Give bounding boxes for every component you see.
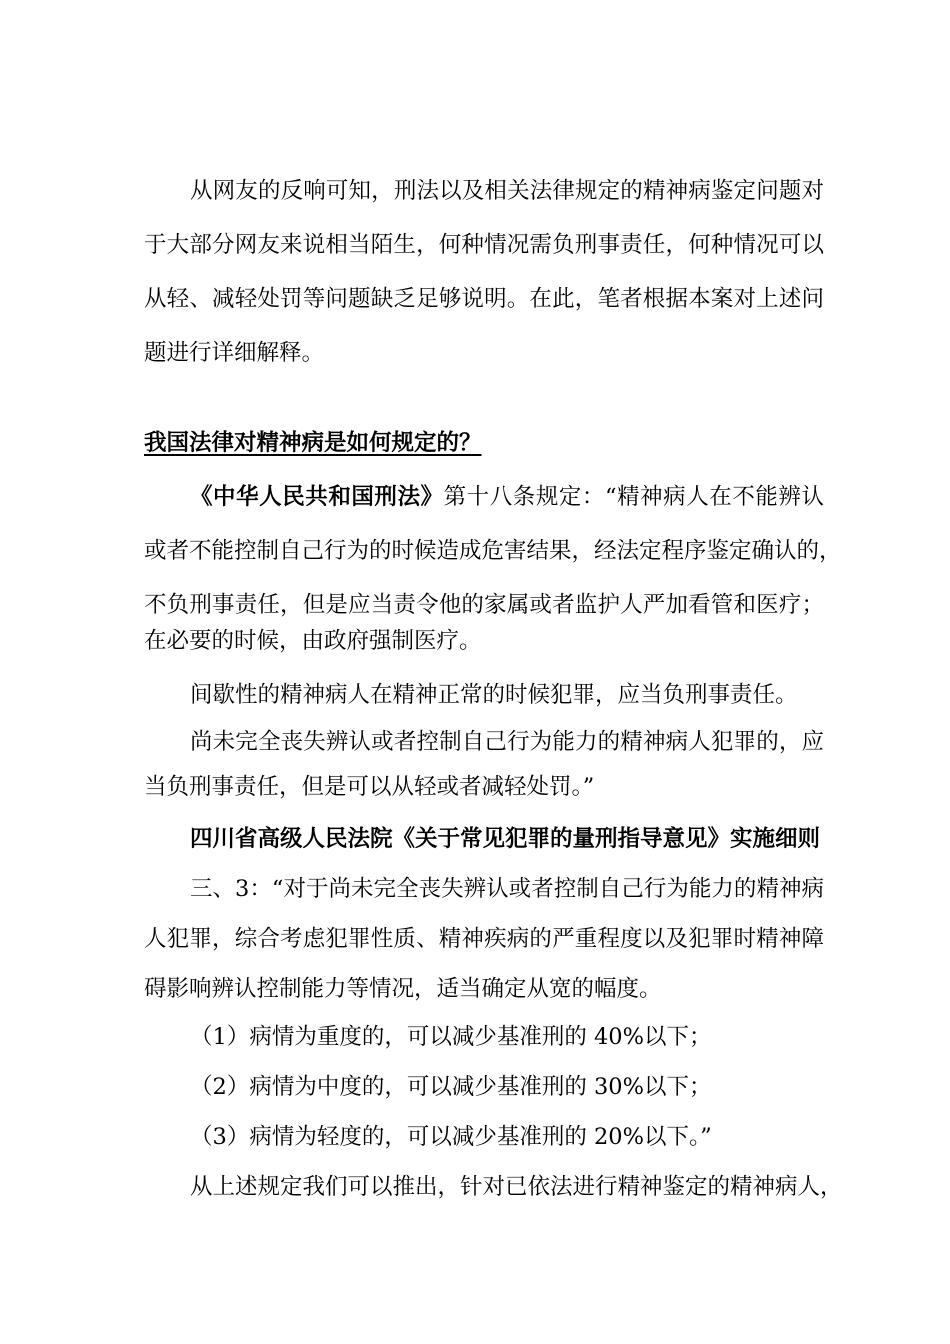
section-heading: 我国法律对精神病是如何规定的？	[144, 430, 482, 456]
sichuan-title: 四川省高级人民法院《关于常见犯罪的量刑指导意见》实施细则	[190, 826, 821, 852]
partial-line-2: 当负刑事责任，但是可以从轻或者减轻处罚。”	[144, 774, 595, 800]
criminal-law-line-2: 或者不能控制自己行为的时候造成危害结果，经法定程序鉴定确认的，	[144, 538, 842, 564]
article-line-3: 碍影响辨认控制能力等情况，适当确定从宽的幅度。	[144, 976, 662, 1002]
item-mild: （3）病情为轻度的，可以减少基准刑的 20%以下。”	[190, 1124, 712, 1150]
criminal-law-line-1-rest: 第十八条规定：“精神病人在不能辨认	[443, 484, 824, 510]
item-moderate: （2）病情为中度的，可以减少基准刑的 30%以下；	[190, 1074, 712, 1100]
partial-line-1: 尚未完全丧失辨认或者控制自己行为能力的精神病人犯罪的，应	[190, 729, 824, 755]
intermittent-paragraph: 间歇性的精神病人在精神正常的时候犯罪，应当负刑事责任。	[190, 682, 798, 708]
conclusion-line: 从上述规定我们可以推出，针对已依法进行精神鉴定的精神病人，	[190, 1174, 843, 1200]
para1-line-3: 从轻、减轻处罚等问题缺乏足够说明。在此，笔者根据本案对上述问	[144, 286, 824, 312]
para1-line-4: 题进行详细解释。	[144, 340, 325, 366]
article-line-2: 人犯罪，综合考虑犯罪性质、精神疾病的严重程度以及犯罪时精神障	[144, 926, 824, 952]
criminal-law-line-3: 不负刑事责任，但是应当责令他的家属或者监护人严加看管和医疗；	[144, 592, 824, 618]
para1-line-2: 于大部分网友来说相当陌生，何种情况需负刑事责任，何种情况可以	[144, 232, 824, 258]
criminal-law-line-4: 在必要的时候，由政府强制医疗。	[144, 628, 482, 654]
criminal-law-line-1	[190, 482, 824, 512]
criminal-law-title: 《中华人民共和国刑法》	[190, 484, 444, 510]
item-severe: （1）病情为重度的，可以减少基准刑的 40%以下；	[190, 1024, 712, 1050]
para1-line-1: 从网友的反响可知，刑法以及相关法律规定的精神病鉴定问题对	[190, 178, 824, 204]
article-line-1: 三、3：“对于尚未完全丧失辨认或者控制自己行为能力的精神病	[190, 876, 824, 902]
